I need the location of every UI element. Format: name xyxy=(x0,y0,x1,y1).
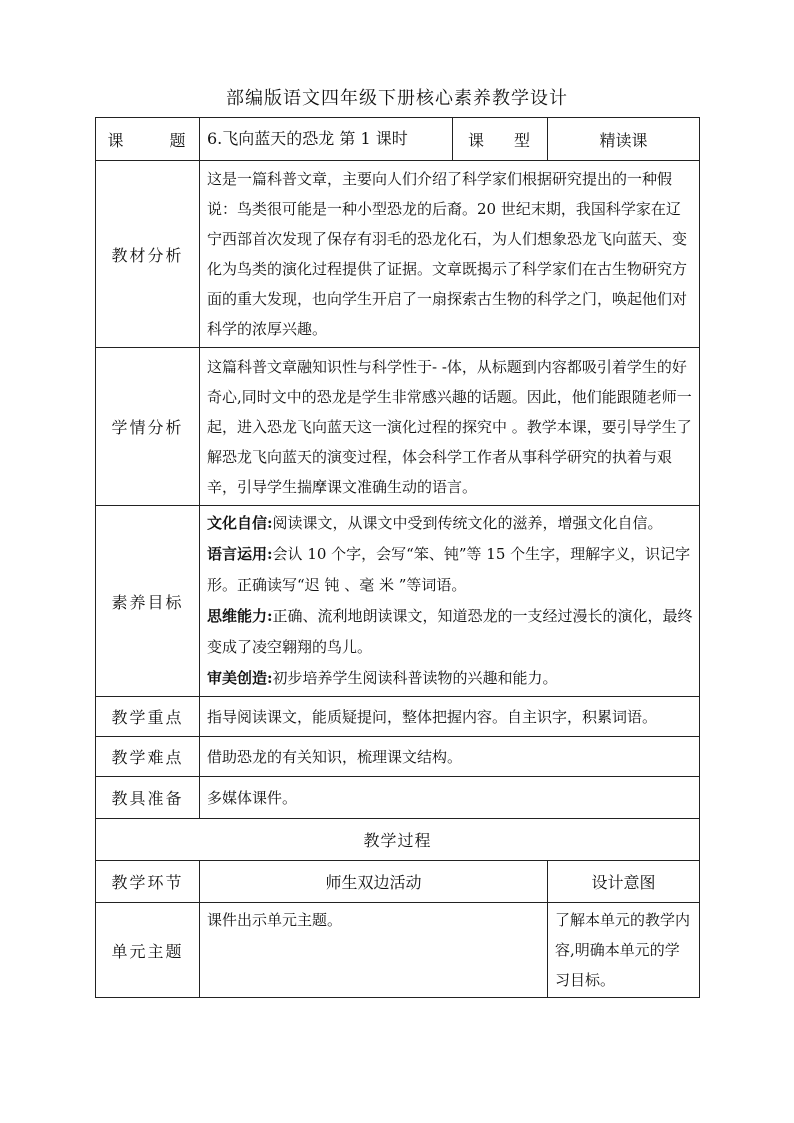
type-label-char-2: 型 xyxy=(514,130,533,150)
difficulty-label: 教学难点 xyxy=(96,737,200,777)
goal-heading: 审美创造: xyxy=(207,669,273,687)
difficulty-row xyxy=(96,737,700,777)
goal-item xyxy=(207,663,693,694)
type-label-char-1: 课 xyxy=(467,130,486,150)
goal-heading: 语言运用: xyxy=(207,545,273,563)
goals-list xyxy=(200,506,700,697)
tools-row xyxy=(96,777,700,819)
goal-heading: 文化自信: xyxy=(207,514,273,532)
process-header-row xyxy=(96,861,700,903)
process-title: 教学过程 xyxy=(96,819,700,861)
stage-cell: 单元主题 xyxy=(96,903,200,998)
topic-value: 6.飞向蓝天的恐龙 第 1 课时 xyxy=(200,118,453,161)
intent-column-header: 设计意图 xyxy=(548,861,700,903)
tools-text: 多媒体课件。 xyxy=(200,777,700,819)
goals-label: 素养目标 xyxy=(96,506,200,697)
goal-heading: 思维能力: xyxy=(207,607,273,625)
goal-text: 初步培养学生阅读科普读物的兴趣和能力。 xyxy=(272,669,558,687)
student-label: 学情分析 xyxy=(96,348,200,506)
student-row xyxy=(96,348,700,506)
goal-item xyxy=(207,508,693,539)
goal-text: 会认 10 个字，会写“笨、钝”等 15 个生字，理解字义，识记字形。正确读写“迟 钝 、毫 米 ”等词语。 xyxy=(207,545,691,594)
topic-label xyxy=(96,118,200,161)
document-title: 部编版语文四年级下册核心素养教学设计 xyxy=(226,88,568,109)
process-row xyxy=(96,903,700,998)
topic-row xyxy=(96,118,700,161)
activity-cell: 课件出示单元主题。 xyxy=(200,903,548,998)
goal-text: 正确、流利地朗读课文，知道恐龙的一支经过漫长的演化，最终变成了凌空翱翔的鸟儿。 xyxy=(207,607,693,656)
key-points-label: 教学重点 xyxy=(96,697,200,737)
stage-column-header: 教学环节 xyxy=(96,861,200,903)
material-row xyxy=(96,161,700,348)
difficulty-text: 借助恐龙的有关知识，梳理课文结构。 xyxy=(200,737,700,777)
goal-item xyxy=(207,601,693,663)
topic-label-char-2: 题 xyxy=(169,130,188,150)
intent-cell: 了解本单元的教学内容,明确本单元的学习目标。 xyxy=(548,903,700,998)
lesson-plan-table xyxy=(95,117,700,998)
process-title-row xyxy=(96,819,700,861)
goals-row xyxy=(96,506,700,697)
type-value: 精读课 xyxy=(548,118,700,161)
tools-label: 教具准备 xyxy=(96,777,200,819)
goal-text: 阅读课文，从课文中受到传统文化的滋养，增强文化自信。 xyxy=(272,514,663,532)
activity-column-header: 师生双边活动 xyxy=(200,861,548,903)
topic-label-char-1: 课 xyxy=(107,130,126,150)
goal-item xyxy=(207,539,693,601)
material-label: 教材分析 xyxy=(96,161,200,348)
student-text: 这篇科普文章融知识性与科学性于- -体，从标题到内容都吸引着学生的好奇心,同时文中的恐龙是学生非常感兴趣的话题。因此，他们能跟随老师一起，进入恐龙飞向蓝天这一演化过程的探究中 。教学本课，要引导学生了解恐龙飞向蓝天的演变过程，体会科学工作者从事科学研究的执着与艰辛，引导学生揣摩课文准确生动的语言。 xyxy=(200,348,700,506)
key-points-row xyxy=(96,697,700,737)
key-points-text: 指导阅读课文，能质疑提问，整体把握内容。自主识字，积累词语。 xyxy=(200,697,700,737)
material-text: 这是一篇科普文章，主要向人们介绍了科学家们根据研究提出的一种假说：鸟类很可能是一种小型恐龙的后裔。20 世纪末期，我国科学家在辽宁西部首次发现了保存有羽毛的恐龙化石，为人们想象恐龙飞向蓝天、变化为鸟类的演化过程提供了证据。文章既揭示了科学家们在古生物研究方面的重大发现，也向学生开启了一扇探索古生物的科学之门，唤起他们对科学的浓厚兴趣。 xyxy=(200,161,700,348)
type-label xyxy=(453,118,548,161)
